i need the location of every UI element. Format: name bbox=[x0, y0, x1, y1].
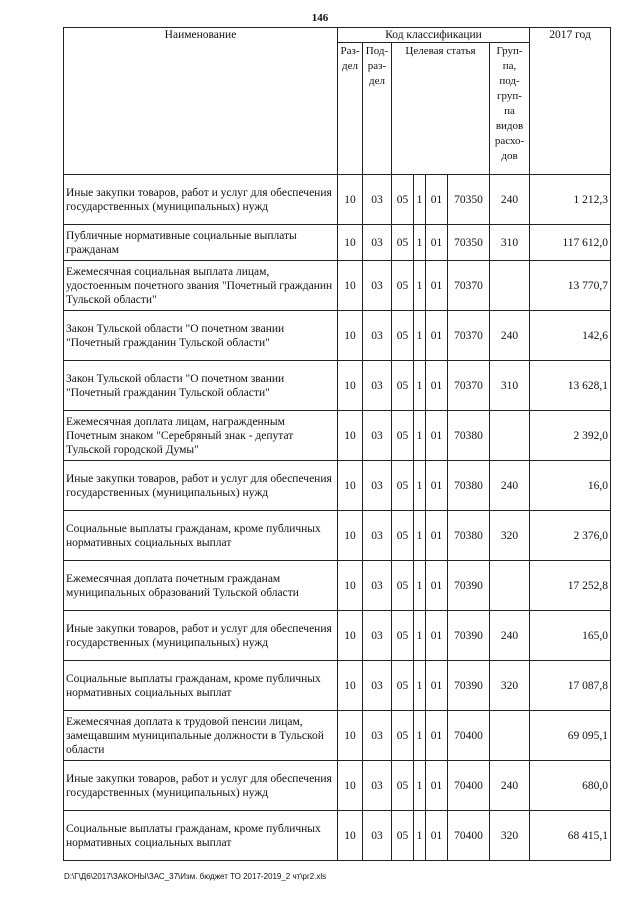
row-podrazdel: 03 bbox=[363, 561, 392, 611]
row-target-subprogram: 1 bbox=[414, 661, 426, 711]
row-target-subprogram: 1 bbox=[414, 361, 426, 411]
row-expense-group: 240 bbox=[490, 461, 530, 511]
table-row bbox=[64, 261, 611, 311]
row-amount: 1 212,3 bbox=[530, 175, 611, 225]
row-name: Ежемесячная доплата лицам, награжденным Почетным знаком "Серебряный знак - депутат Тульской городской Думы" bbox=[64, 411, 338, 461]
page-number: 146 bbox=[311, 12, 329, 24]
row-amount: 2 392,0 bbox=[530, 411, 611, 461]
row-target-direction: 70350 bbox=[448, 175, 490, 225]
row-name: Ежемесячная доплата почетным гражданам муниципальных образований Тульской области bbox=[64, 561, 338, 611]
row-razdel: 10 bbox=[338, 411, 363, 461]
row-name: Социальные выплаты гражданам, кроме публичных нормативных социальных выплат bbox=[64, 661, 338, 711]
row-target-program: 05 bbox=[392, 511, 414, 561]
row-amount: 17 252,8 bbox=[530, 561, 611, 611]
row-target-program: 05 bbox=[392, 711, 414, 761]
row-razdel: 10 bbox=[338, 761, 363, 811]
row-target-direction: 70400 bbox=[448, 711, 490, 761]
row-target-subprogram: 1 bbox=[414, 511, 426, 561]
row-target-subprogram: 1 bbox=[414, 175, 426, 225]
row-target-event: 01 bbox=[426, 361, 448, 411]
row-name: Иные закупки товаров, работ и услуг для обеспечения государственных (муниципальных) нужд bbox=[64, 461, 338, 511]
row-podrazdel: 03 bbox=[363, 661, 392, 711]
row-podrazdel: 03 bbox=[363, 261, 392, 311]
row-target-program: 05 bbox=[392, 661, 414, 711]
table-row bbox=[64, 811, 611, 861]
row-podrazdel: 03 bbox=[363, 411, 392, 461]
row-podrazdel: 03 bbox=[363, 461, 392, 511]
row-amount: 16,0 bbox=[530, 461, 611, 511]
row-razdel: 10 bbox=[338, 461, 363, 511]
row-target-event: 01 bbox=[426, 711, 448, 761]
row-target-direction: 70380 bbox=[448, 511, 490, 561]
header-expense-group: Груп- па, под- груп- па видов расхо- дов bbox=[490, 43, 530, 175]
row-name: Социальные выплаты гражданам, кроме публичных нормативных социальных выплат bbox=[64, 511, 338, 561]
table-row bbox=[64, 311, 611, 361]
row-expense-group bbox=[490, 261, 530, 311]
row-target-program: 05 bbox=[392, 361, 414, 411]
row-name: Иные закупки товаров, работ и услуг для обеспечения государственных (муниципальных) нужд bbox=[64, 611, 338, 661]
row-target-event: 01 bbox=[426, 661, 448, 711]
row-expense-group bbox=[490, 711, 530, 761]
row-target-program: 05 bbox=[392, 811, 414, 861]
row-expense-group: 310 bbox=[490, 361, 530, 411]
row-expense-group: 240 bbox=[490, 611, 530, 661]
header-classification-code: Код классификации bbox=[338, 28, 530, 43]
table-row bbox=[64, 175, 611, 225]
row-expense-group: 240 bbox=[490, 175, 530, 225]
row-expense-group: 240 bbox=[490, 761, 530, 811]
table-row bbox=[64, 461, 611, 511]
row-target-subprogram: 1 bbox=[414, 811, 426, 861]
row-amount: 68 415,1 bbox=[530, 811, 611, 861]
row-expense-group: 240 bbox=[490, 311, 530, 361]
row-target-program: 05 bbox=[392, 225, 414, 261]
row-podrazdel: 03 bbox=[363, 611, 392, 661]
row-razdel: 10 bbox=[338, 511, 363, 561]
row-target-direction: 70400 bbox=[448, 811, 490, 861]
header-section: Раз- дел bbox=[338, 43, 363, 175]
row-amount: 13 770,7 bbox=[530, 261, 611, 311]
row-razdel: 10 bbox=[338, 811, 363, 861]
row-expense-group bbox=[490, 411, 530, 461]
row-target-program: 05 bbox=[392, 461, 414, 511]
row-target-subprogram: 1 bbox=[414, 711, 426, 761]
row-target-event: 01 bbox=[426, 761, 448, 811]
header-subsection: Под- раз- дел bbox=[363, 43, 392, 175]
budget-table bbox=[63, 27, 611, 861]
row-target-direction: 70400 bbox=[448, 761, 490, 811]
row-target-subprogram: 1 bbox=[414, 225, 426, 261]
row-amount: 680,0 bbox=[530, 761, 611, 811]
row-target-direction: 70370 bbox=[448, 261, 490, 311]
table-row bbox=[64, 661, 611, 711]
row-amount: 69 095,1 bbox=[530, 711, 611, 761]
row-target-direction: 70390 bbox=[448, 661, 490, 711]
table-row bbox=[64, 511, 611, 561]
row-expense-group bbox=[490, 561, 530, 611]
row-target-subprogram: 1 bbox=[414, 461, 426, 511]
row-target-direction: 70350 bbox=[448, 225, 490, 261]
row-podrazdel: 03 bbox=[363, 361, 392, 411]
row-amount: 165,0 bbox=[530, 611, 611, 661]
row-target-direction: 70370 bbox=[448, 311, 490, 361]
row-podrazdel: 03 bbox=[363, 811, 392, 861]
row-name: Ежемесячная доплата к трудовой пенсии лицам, замещавшим муниципальные должности в Тульской области bbox=[64, 711, 338, 761]
row-razdel: 10 bbox=[338, 711, 363, 761]
row-target-subprogram: 1 bbox=[414, 761, 426, 811]
row-amount: 2 376,0 bbox=[530, 511, 611, 561]
row-target-event: 01 bbox=[426, 175, 448, 225]
row-target-program: 05 bbox=[392, 261, 414, 311]
row-razdel: 10 bbox=[338, 175, 363, 225]
row-target-event: 01 bbox=[426, 561, 448, 611]
table-row bbox=[64, 761, 611, 811]
row-razdel: 10 bbox=[338, 611, 363, 661]
row-podrazdel: 03 bbox=[363, 175, 392, 225]
row-target-direction: 70370 bbox=[448, 361, 490, 411]
row-name: Иные закупки товаров, работ и услуг для обеспечения государственных (муниципальных) нужд bbox=[64, 761, 338, 811]
row-target-program: 05 bbox=[392, 411, 414, 461]
table-row bbox=[64, 361, 611, 411]
row-target-program: 05 bbox=[392, 311, 414, 361]
row-podrazdel: 03 bbox=[363, 311, 392, 361]
row-target-event: 01 bbox=[426, 611, 448, 661]
table-header bbox=[64, 28, 611, 175]
row-target-event: 01 bbox=[426, 311, 448, 361]
row-name: Иные закупки товаров, работ и услуг для обеспечения государственных (муниципальных) нужд bbox=[64, 175, 338, 225]
row-amount: 142,6 bbox=[530, 311, 611, 361]
row-name: Социальные выплаты гражданам, кроме публичных нормативных социальных выплат bbox=[64, 811, 338, 861]
header-year: 2017 год bbox=[530, 28, 611, 175]
row-expense-group: 320 bbox=[490, 661, 530, 711]
table-row bbox=[64, 225, 611, 261]
row-target-subprogram: 1 bbox=[414, 411, 426, 461]
row-razdel: 10 bbox=[338, 361, 363, 411]
row-name: Закон Тульской области "О почетном звании "Почетный гражданин Тульской области" bbox=[64, 361, 338, 411]
row-target-direction: 70390 bbox=[448, 561, 490, 611]
table-row bbox=[64, 411, 611, 461]
row-razdel: 10 bbox=[338, 311, 363, 361]
row-expense-group: 320 bbox=[490, 811, 530, 861]
row-podrazdel: 03 bbox=[363, 761, 392, 811]
row-podrazdel: 03 bbox=[363, 225, 392, 261]
table-row bbox=[64, 561, 611, 611]
row-target-event: 01 bbox=[426, 511, 448, 561]
row-razdel: 10 bbox=[338, 261, 363, 311]
row-expense-group: 310 bbox=[490, 225, 530, 261]
table-body bbox=[64, 175, 611, 861]
row-target-direction: 70380 bbox=[448, 411, 490, 461]
row-name: Ежемесячная социальная выплата лицам, удостоенным почетного звания "Почетный гражданин Тульской области" bbox=[64, 261, 338, 311]
row-name: Закон Тульской области "О почетном звании "Почетный гражданин Тульской области" bbox=[64, 311, 338, 361]
row-target-subprogram: 1 bbox=[414, 311, 426, 361]
row-target-program: 05 bbox=[392, 761, 414, 811]
row-amount: 17 087,8 bbox=[530, 661, 611, 711]
row-target-subprogram: 1 bbox=[414, 561, 426, 611]
row-target-event: 01 bbox=[426, 811, 448, 861]
row-target-subprogram: 1 bbox=[414, 261, 426, 311]
row-target-program: 05 bbox=[392, 175, 414, 225]
row-target-program: 05 bbox=[392, 561, 414, 611]
header-target-item: Целевая статья bbox=[392, 43, 490, 175]
row-target-event: 01 bbox=[426, 225, 448, 261]
row-target-direction: 70390 bbox=[448, 611, 490, 661]
row-target-event: 01 bbox=[426, 261, 448, 311]
row-target-program: 05 bbox=[392, 611, 414, 661]
row-expense-group: 320 bbox=[490, 511, 530, 561]
row-razdel: 10 bbox=[338, 225, 363, 261]
row-target-subprogram: 1 bbox=[414, 611, 426, 661]
file-path-footer: D:\Г\Д6\2017\ЗАКОНЫ\ЗАС_37\Изм. бюджет ТО 2017-2019_2 чт\pr2.xls bbox=[64, 872, 327, 881]
row-amount: 117 612,0 bbox=[530, 225, 611, 261]
row-target-event: 01 bbox=[426, 461, 448, 511]
header-name: Наименование bbox=[64, 28, 338, 175]
row-target-event: 01 bbox=[426, 411, 448, 461]
row-podrazdel: 03 bbox=[363, 711, 392, 761]
table-row bbox=[64, 611, 611, 661]
row-name: Публичные нормативные социальные выплаты гражданам bbox=[64, 225, 338, 261]
row-amount: 13 628,1 bbox=[530, 361, 611, 411]
row-razdel: 10 bbox=[338, 561, 363, 611]
row-razdel: 10 bbox=[338, 661, 363, 711]
table-row bbox=[64, 711, 611, 761]
row-target-direction: 70380 bbox=[448, 461, 490, 511]
row-podrazdel: 03 bbox=[363, 511, 392, 561]
